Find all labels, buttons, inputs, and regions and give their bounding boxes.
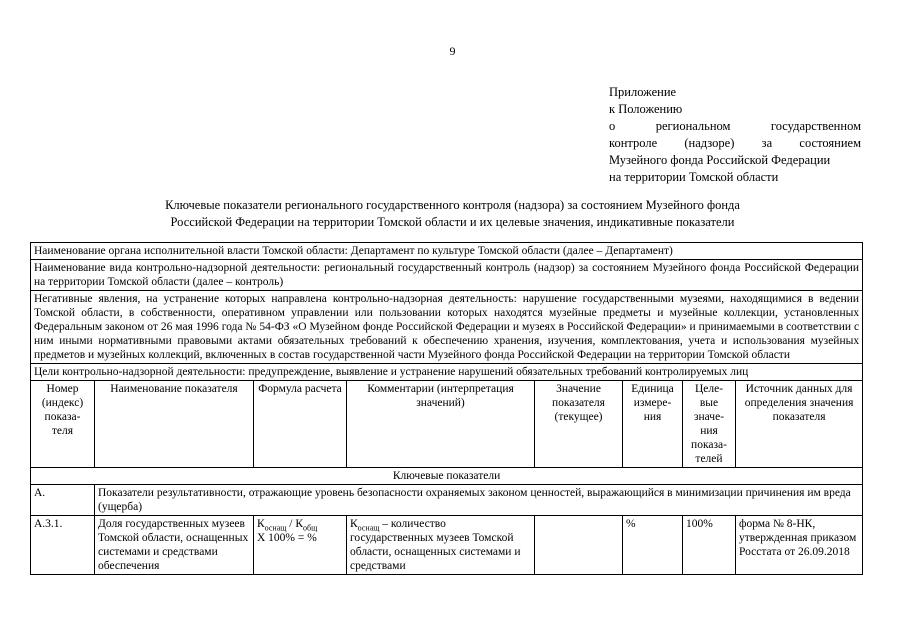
formula-k-sub: оснащ bbox=[264, 523, 287, 533]
table-row bbox=[31, 516, 863, 575]
header-name: Наименование показателя bbox=[95, 381, 254, 468]
row-comment bbox=[347, 516, 535, 575]
header-unit: Единица измере-ния bbox=[623, 381, 683, 468]
group-a-index: А. bbox=[31, 485, 95, 516]
row-formula bbox=[254, 516, 347, 575]
group-a-row bbox=[31, 485, 863, 516]
comment-k-sub: оснащ bbox=[357, 523, 380, 533]
group-a-text: Показатели результативности, отражающие уровень безопасности охраняемых законом ценностей, выражающийся в минимизации причинения им вреда (ущерба) bbox=[95, 485, 863, 516]
info-row-control-type bbox=[31, 260, 863, 291]
formula-k2-sub: общ bbox=[303, 523, 318, 533]
page-number: 9 bbox=[449, 44, 456, 58]
indicators-table bbox=[30, 242, 863, 575]
info-row-authority bbox=[31, 243, 863, 260]
comment-k: К bbox=[350, 518, 358, 530]
header-target: Целе-вые значе-ния показа-телей bbox=[683, 381, 736, 468]
header-row bbox=[31, 381, 863, 468]
header-formula: Формула расчета bbox=[254, 381, 347, 468]
control-type-cell: Наименование вида контрольно-надзорной деятельности: региональный государственный контроль (надзор) за состоянием Музейного фонда Российской Федерации на территории Томской области (далее – контроль) bbox=[31, 260, 863, 291]
header-source: Источник данных для определения значения показателя bbox=[736, 381, 863, 468]
appendix-line: на территории Томской области bbox=[609, 170, 779, 184]
row-unit: % bbox=[623, 516, 683, 575]
appendix-line: контроле (надзоре) за состоянием bbox=[609, 136, 861, 150]
formula-line2: Х 100% = % bbox=[257, 532, 317, 544]
appendix-line: о региональном государственном bbox=[609, 119, 861, 133]
title-line: Ключевые показатели регионального государственного контроля (надзора) за состоянием Музейного фонда bbox=[165, 198, 740, 212]
row-target: 100% bbox=[683, 516, 736, 575]
header-comments: Комментарии (интерпретация значений) bbox=[347, 381, 535, 468]
row-name: Доля государственных музеев Томской области, оснащенных системами и средствами обеспечения bbox=[95, 516, 254, 575]
header-current: Значение показателя (текущее) bbox=[535, 381, 623, 468]
negative-cell: Негативные явления, на устранение которых направлена контрольно-надзорная деятельность: нарушение государственными музеями, находящимися в ведении Томской области, в собственности, оперативном управлении или пользовании которых находятся музейные предметы и музейные коллекции, установленных Федеральным законом от 26 мая 1996 года № 54-ФЗ «О Музейном фонде Российской Федерации и музеях в Российской Федерации» и принимаемыми в соответствии с ним иными нормативными правовыми актами обязательных требований к обеспечению хранения, изучения, комплектования, учета и использования музейных предметов и музейных коллекций, включенных в состав государственной части Музейного фонда Российской Федерации на территории Томской области bbox=[31, 291, 863, 364]
formula-sep: / К bbox=[286, 518, 304, 530]
info-row-negative bbox=[31, 291, 863, 364]
appendix-line: к Положению bbox=[609, 102, 683, 116]
row-index: А.3.1. bbox=[31, 516, 95, 575]
row-source: форма № 8-НК, утвержденная приказом Росстата от 26.09.2018 bbox=[736, 516, 863, 575]
document-title bbox=[20, 197, 885, 231]
appendix-block bbox=[609, 84, 861, 186]
goals-cell: Цели контрольно-надзорной деятельности: предупреждение, выявление и устранение нарушений обязательных требований контролируемых лиц bbox=[31, 364, 863, 381]
appendix-line: Приложение bbox=[609, 85, 677, 99]
section-row bbox=[31, 468, 863, 485]
comment-text: – количество государственных музеев Томской области, оснащенных системами и средствами bbox=[350, 518, 521, 572]
header-number: Номер (индекс) показа-теля bbox=[31, 381, 95, 468]
title-line: Российской Федерации на территории Томской области и их целевые значения, индикативные показатели bbox=[170, 215, 735, 229]
appendix-line: Музейного фонда Российской Федерации bbox=[609, 153, 831, 167]
authority-cell: Наименование органа исполнительной власти Томской области: Департамент по культуре Томской области (далее – Департамент) bbox=[31, 243, 863, 260]
info-row-goals bbox=[31, 364, 863, 381]
row-current bbox=[535, 516, 623, 575]
section-key-indicators: Ключевые показатели bbox=[31, 468, 863, 485]
formula-k: К bbox=[257, 518, 265, 530]
